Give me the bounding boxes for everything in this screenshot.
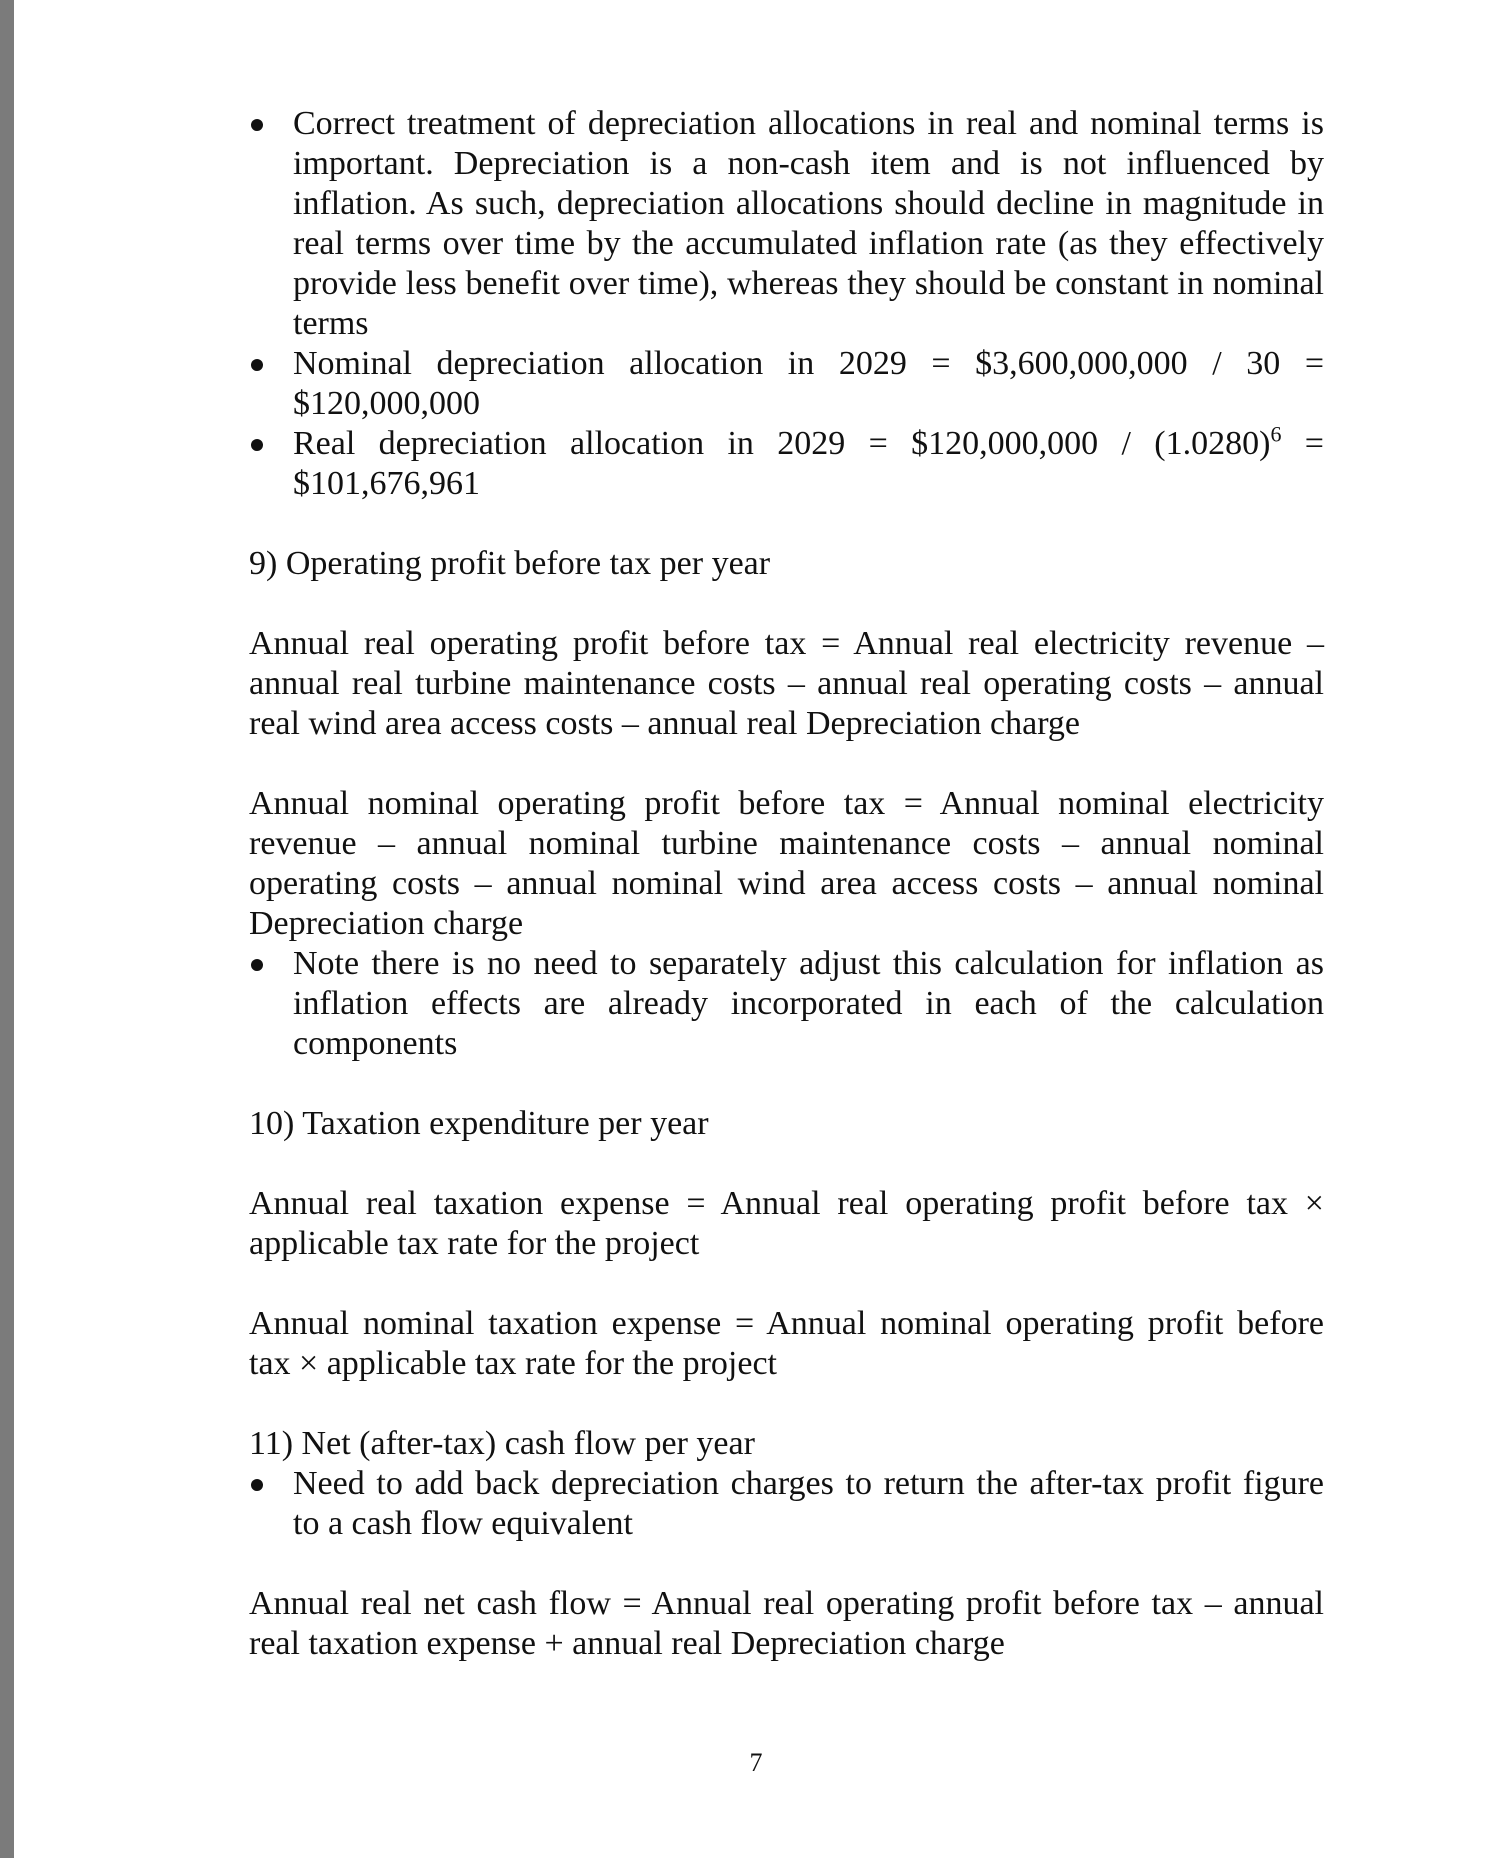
- section-11-note-list: [249, 1464, 1324, 1544]
- section-9-real-formula: Annual real operating profit before tax = Annual real electricity revenue – annual real turbine maintenance costs – annual real operating costs – annual real wind area access costs – annual real Depreciation charge: [249, 625, 1324, 742]
- real-depreciation-result: = $101,676,961: [293, 425, 1324, 502]
- section-10-heading: 10) Taxation expenditure per year: [249, 1105, 709, 1142]
- page-number: 7: [749, 1748, 763, 1777]
- section-10-real-formula: Annual real taxation expense = Annual real operating profit before tax × applicable tax rate for the project: [249, 1185, 1324, 1262]
- bullet-nominal-depreciation: Nominal depreciation allocation in 2029 = $3,600,000,000 / 30 = $120,000,000: [249, 344, 1324, 424]
- section-9-heading: 9) Operating profit before tax per year: [249, 545, 771, 582]
- section-11-real-formula: Annual real net cash flow = Annual real operating profit before tax – annual real taxation expense + annual real Depreciation charge: [249, 1585, 1324, 1662]
- bullet-real-depreciation: [249, 421, 1324, 504]
- depreciation-bullet-list: [249, 104, 1324, 504]
- section-11-note: Need to add back depreciation charges to return the after-tax profit figure to a cash flow equivalent: [249, 1464, 1324, 1544]
- real-depreciation-lead: Real depreciation allocation in 2029 = $120,000,000 / (1.0280): [293, 425, 1271, 462]
- section-9-note: Note there is no need to separately adjust this calculation for inflation as inflation effects are already incorporated in each of the calculation components: [249, 944, 1324, 1064]
- page-content: [249, 104, 1324, 1664]
- real-depreciation-exponent: 6: [1270, 421, 1282, 447]
- viewer-edge: [0, 0, 14, 1858]
- section-9-note-list: [249, 944, 1324, 1064]
- section-11-heading: 11) Net (after-tax) cash flow per year: [249, 1425, 755, 1462]
- document-page: [14, 0, 1498, 1858]
- section-9-nominal-formula: Annual nominal operating profit before tax = Annual nominal electricity revenue – annual nominal turbine maintenance costs – annual nominal operating costs – annual nominal wind area access costs – annual nominal Depreciation charge: [249, 785, 1324, 942]
- section-10-nominal-formula: Annual nominal taxation expense = Annual nominal operating profit before tax × applicable tax rate for the project: [249, 1305, 1324, 1382]
- bullet-depreciation-treatment: Correct treatment of depreciation allocations in real and nominal terms is important. Depreciation is a non-cash item and is not influenced by inflation. As such, depreciation allocations should decline in magnitude in real terms over time by the accumulated inflation rate (as they effectively provide less benefit over time), whereas they should be constant in nominal terms: [249, 104, 1324, 344]
